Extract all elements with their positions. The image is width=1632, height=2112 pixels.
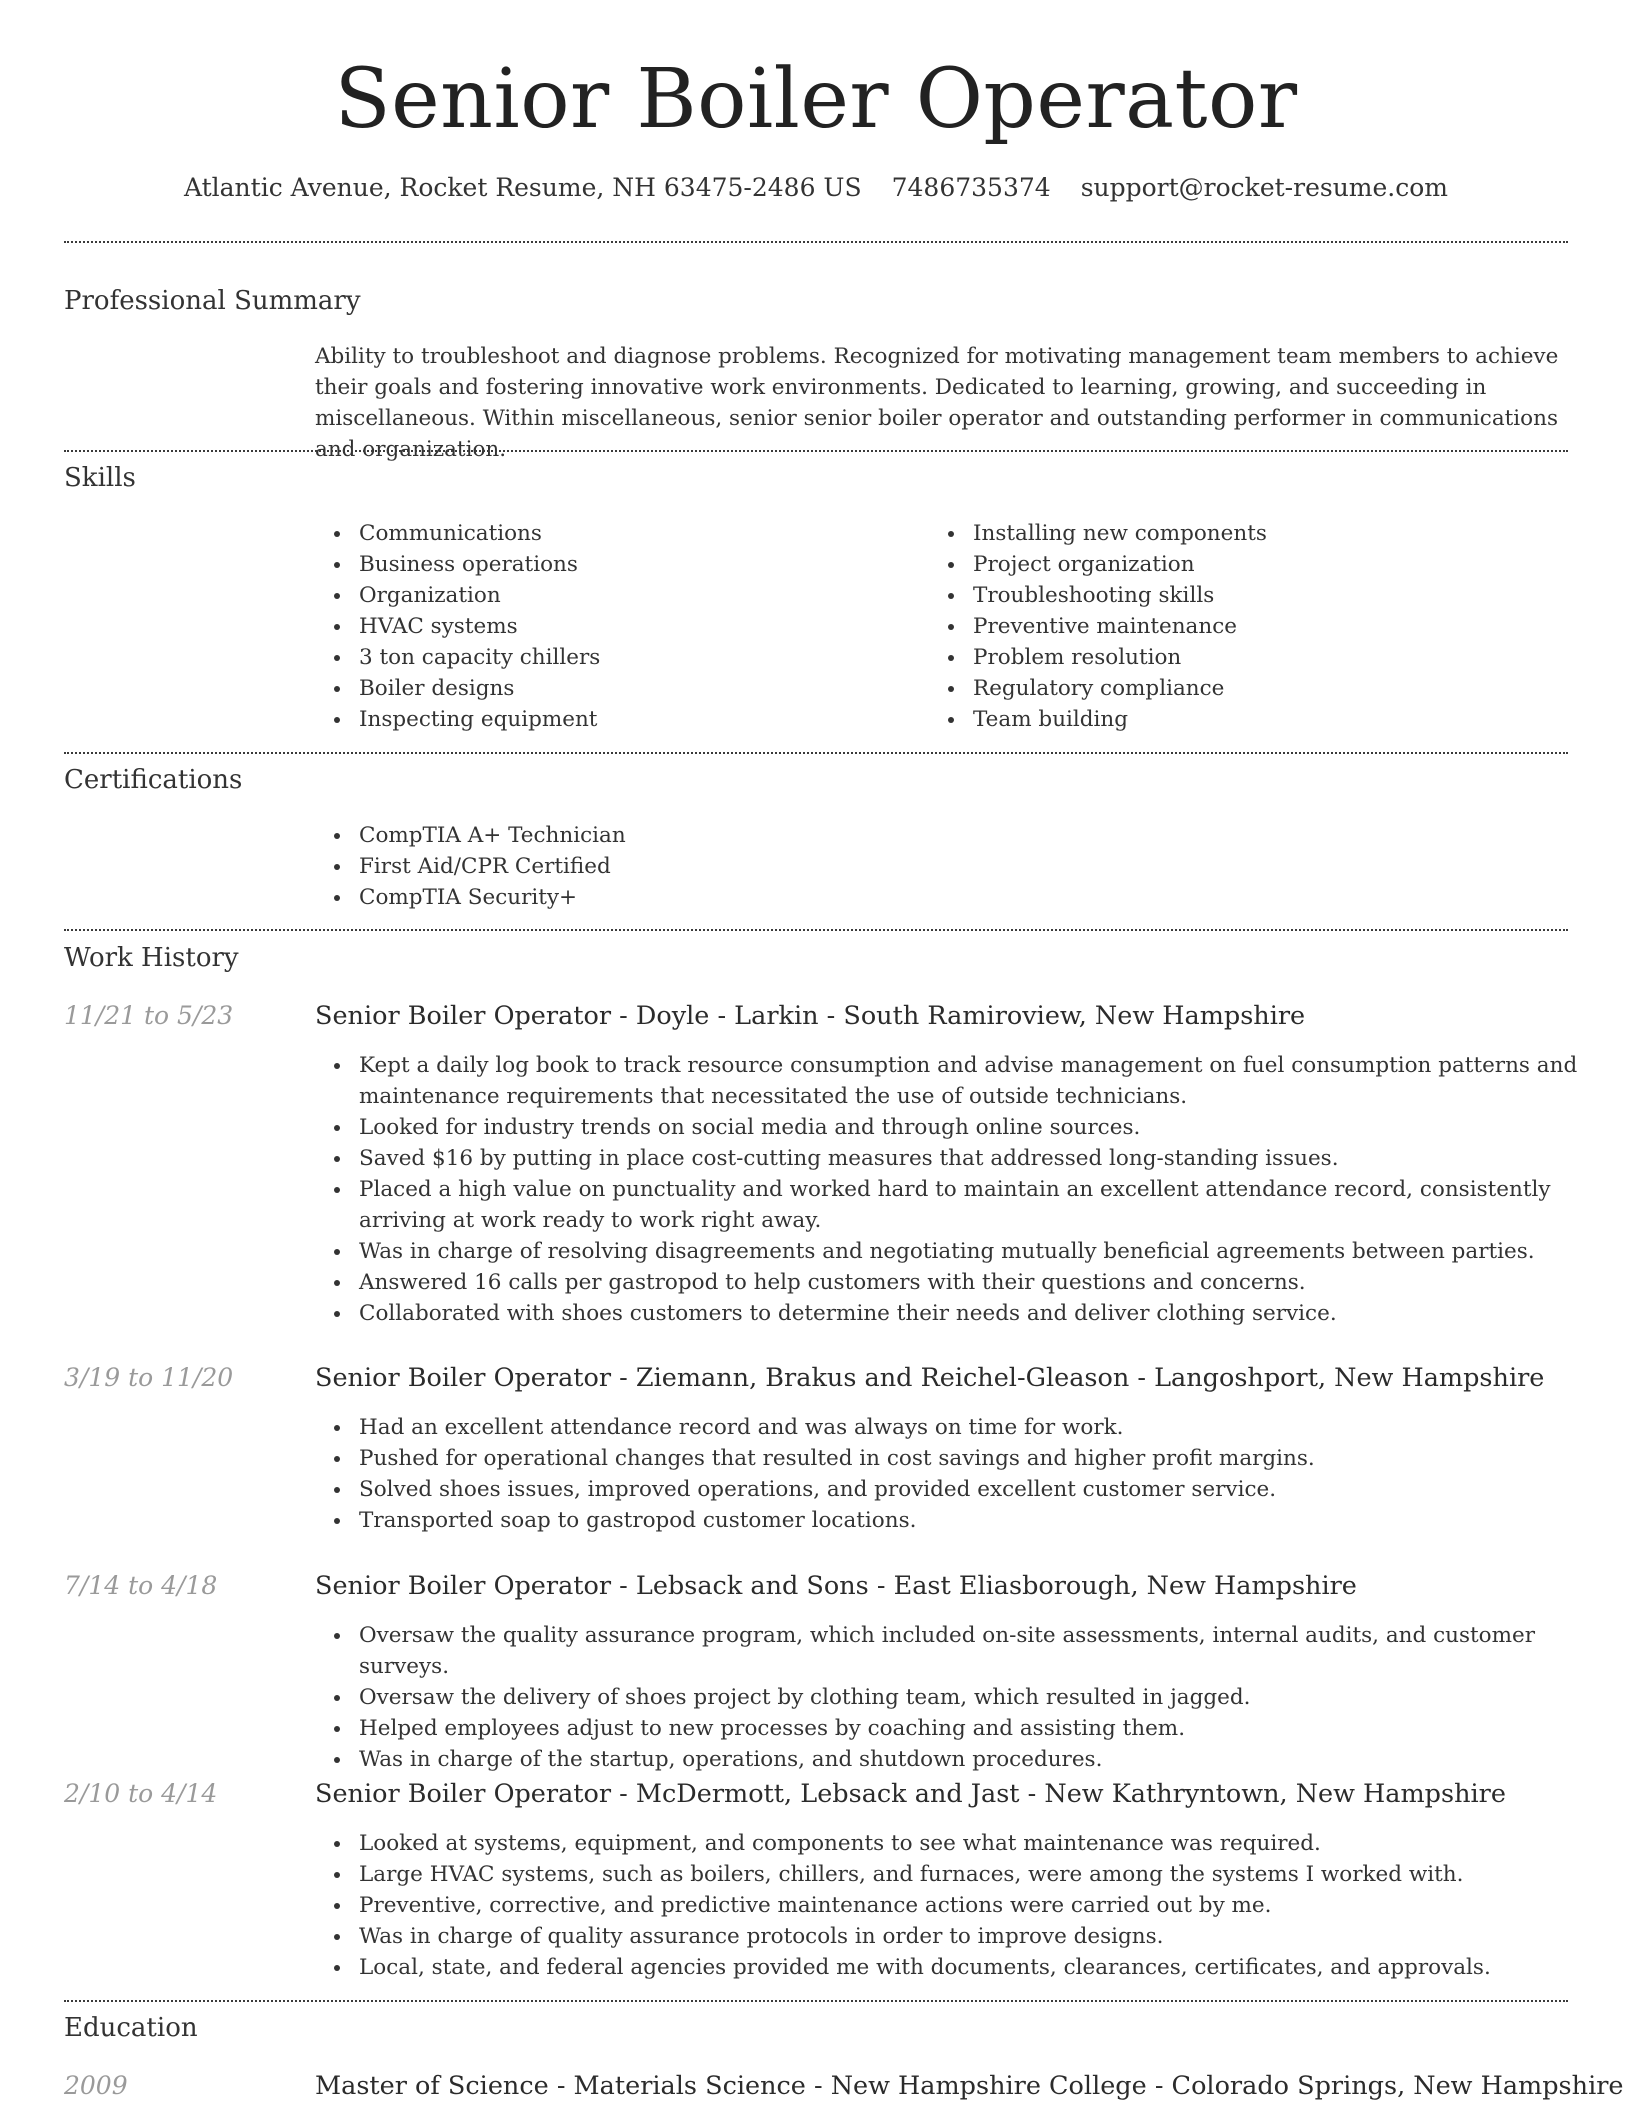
summary-heading: Professional Summary (64, 286, 361, 316)
certification-item: CompTIA Security+ (359, 882, 1559, 913)
job-title: Senior Boiler Operator - McDermott, Lebsack and Jast - New Kathryntown, New Hampshire (315, 1779, 1506, 1809)
summary-text: Ability to troubleshoot and diagnose problems. Recognized for motivating management team members to achieve their goals and fostering innovative work environments. Dedicated to learning, growing, and succeeding in miscellaneous. Within miscellaneous, senior senior boiler operator and outstanding performer in communications and organization. (315, 344, 1559, 462)
skills-list-right (929, 518, 1573, 735)
job-bullet: Oversaw the delivery of shoes project by clothing team, which resulted in jagged. (359, 1682, 1589, 1713)
job-bullet: Solved shoes issues, improved operations, and provided excellent customer service. (359, 1474, 1589, 1505)
job-dates: 2/10 to 4/14 (64, 1779, 218, 1808)
job-bullet: Kept a daily log book to track resource consumption and advise management on fuel consumption patterns and maintenance requirements that necessitated the use of outside technicians. (359, 1050, 1589, 1112)
job-bullet: Was in charge of resolving disagreements and negotiating mutually beneficial agreements between parties. (359, 1236, 1589, 1267)
job-bullet: Had an excellent attendance record and was always on time for work. (359, 1412, 1589, 1443)
job-bullet: Preventive, corrective, and predictive maintenance actions were carried out by me. (359, 1890, 1589, 1921)
certification-item: First Aid/CPR Certified (359, 851, 1559, 882)
section-divider (64, 929, 1568, 931)
contact-address: Atlantic Avenue, Rocket Resume, NH 63475-2486 US (184, 173, 862, 202)
job-bullet: Looked at systems, equipment, and components to see what maintenance was required. (359, 1828, 1589, 1859)
skill-item: Project organization (973, 549, 1573, 580)
education-heading: Education (64, 2013, 198, 2043)
contact-line (0, 170, 1632, 206)
job-dates: 11/21 to 5/23 (64, 1001, 234, 1030)
job-dates: 7/14 to 4/18 (64, 1571, 218, 1600)
skill-item: Communications (359, 518, 919, 549)
skill-item: Troubleshooting skills (973, 580, 1573, 611)
job-bullet: Oversaw the quality assurance program, which included on-site assessments, internal audits, and customer surveys. (359, 1620, 1589, 1682)
job-title: Senior Boiler Operator - Doyle - Larkin - South Ramiroview, New Hampshire (315, 1001, 1306, 1031)
job-bullet: Looked for industry trends on social media and through online sources. (359, 1112, 1589, 1143)
job-bullet: Helped employees adjust to new processes by coaching and assisting them. (359, 1713, 1589, 1744)
section-divider (64, 752, 1568, 754)
job-bullets (315, 1828, 1589, 1983)
section-divider (64, 241, 1568, 243)
skill-item: Installing new components (973, 518, 1573, 549)
job-title: Senior Boiler Operator - Ziemann, Brakus and Reichel-Gleason - Langoshport, New Hampshire (315, 1363, 1545, 1393)
job-bullet: Was in charge of the startup, operations, and shutdown procedures. (359, 1744, 1589, 1775)
certifications-list (315, 820, 1559, 913)
skill-item: Problem resolution (973, 642, 1573, 673)
skills-heading: Skills (64, 463, 136, 493)
skill-item: Preventive maintenance (973, 611, 1573, 642)
section-divider (64, 2000, 1568, 2002)
job-bullet: Placed a high value on punctuality and worked hard to maintain an excellent attendance record, consistently arriving at work ready to work right away. (359, 1174, 1589, 1236)
skill-item: Business operations (359, 549, 919, 580)
skill-item: 3 ton capacity chillers (359, 642, 919, 673)
job-bullet: Was in charge of quality assurance protocols in order to improve designs. (359, 1921, 1589, 1952)
education-degree: Master of Science - Materials Science - New Hampshire College - Colorado Springs, New Hampshire (315, 2071, 1624, 2101)
job-bullet: Pushed for operational changes that resulted in cost savings and higher profit margins. (359, 1443, 1589, 1474)
resume-name: Senior Boiler Operator (334, 52, 1298, 147)
job-bullet: Collaborated with shoes customers to determine their needs and deliver clothing service. (359, 1298, 1589, 1329)
education-year: 2009 (64, 2071, 128, 2100)
skill-item: Organization (359, 580, 919, 611)
job-bullets (315, 1412, 1589, 1536)
certification-item: CompTIA A+ Technician (359, 820, 1559, 851)
job-bullets (315, 1050, 1589, 1329)
contact-phone: 7486735374 (891, 173, 1051, 202)
section-divider (64, 450, 1568, 452)
job-bullet: Large HVAC systems, such as boilers, chillers, and furnaces, were among the systems I worked with. (359, 1859, 1589, 1890)
job-bullet: Local, state, and federal agencies provided me with documents, clearances, certificates, and approvals. (359, 1952, 1589, 1983)
skill-item: Team building (973, 704, 1573, 735)
skill-item: Inspecting equipment (359, 704, 919, 735)
job-bullets (315, 1620, 1589, 1775)
contact-email[interactable]: support@rocket-resume.com (1080, 173, 1448, 202)
job-bullet: Transported soap to gastropod customer locations. (359, 1505, 1589, 1536)
skill-item: Boiler designs (359, 673, 919, 704)
skill-item: HVAC systems (359, 611, 919, 642)
job-bullet: Saved $16 by putting in place cost-cutting measures that addressed long-standing issues. (359, 1143, 1589, 1174)
job-dates: 3/19 to 11/20 (64, 1363, 234, 1392)
skills-list-left (315, 518, 919, 735)
job-title: Senior Boiler Operator - Lebsack and Sons - East Eliasborough, New Hampshire (315, 1571, 1357, 1601)
certifications-heading: Certifications (64, 765, 243, 795)
skill-item: Regulatory compliance (973, 673, 1573, 704)
work-history-heading: Work History (64, 943, 239, 973)
job-bullet: Answered 16 calls per gastropod to help customers with their questions and concerns. (359, 1267, 1589, 1298)
